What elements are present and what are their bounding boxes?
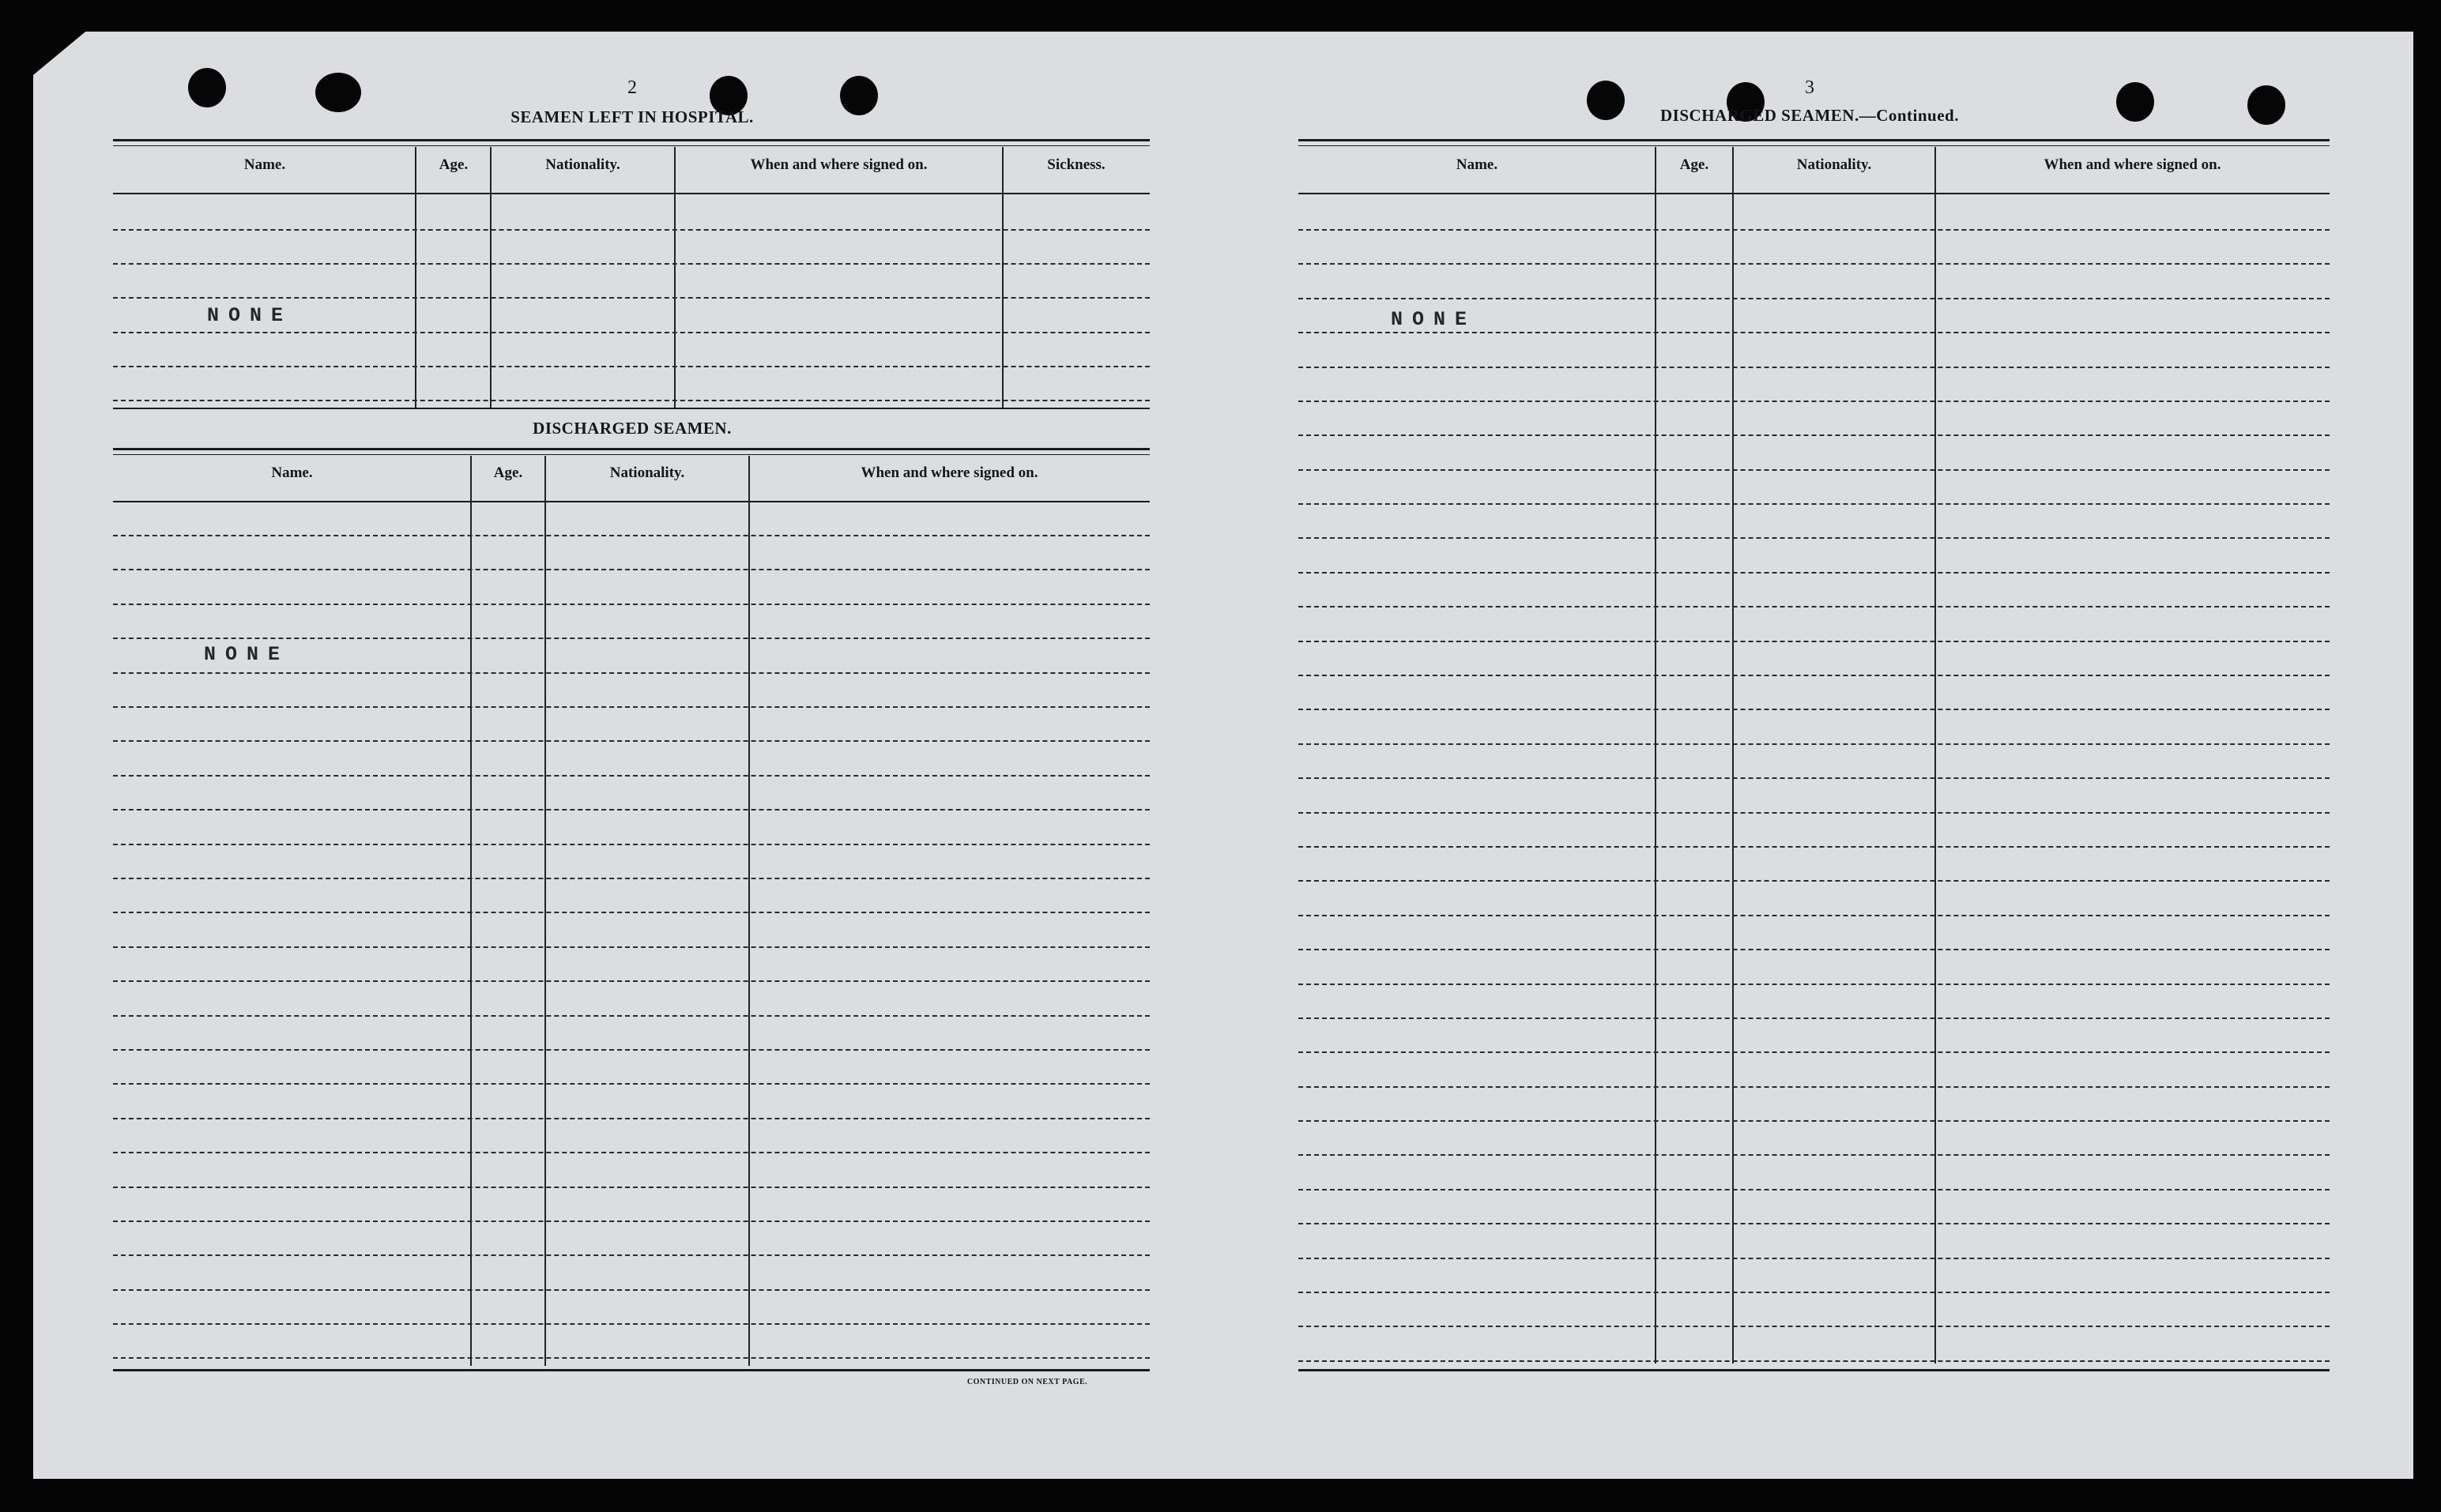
discharged-col-divider	[748, 456, 750, 1366]
ruled-line	[113, 1323, 1150, 1325]
punch-hole	[2247, 85, 2285, 125]
ruled-line	[113, 1187, 1150, 1188]
ruled-line	[113, 740, 1150, 742]
ruled-line	[1298, 675, 2330, 676]
hospital-col-divider	[1002, 147, 1004, 408]
ruled-line	[1298, 606, 2330, 607]
hospital-col-name: Name.	[243, 156, 286, 173]
right-col-nationality: Nationality.	[1796, 156, 1872, 173]
ruled-line	[113, 263, 1150, 265]
ruled-line	[113, 706, 1150, 708]
ruled-line	[113, 366, 1150, 367]
ruled-line	[1298, 743, 2330, 745]
ruled-line	[1298, 1223, 2330, 1224]
ruled-line	[113, 1015, 1150, 1017]
ruled-line	[113, 535, 1150, 536]
ruled-line	[1298, 298, 2330, 299]
ruled-line	[1298, 263, 2330, 265]
ruled-line	[113, 1118, 1150, 1119]
discharged-col-signed-on: When and where signed on.	[861, 465, 1038, 481]
section-title-discharged: DISCHARGED SEAMEN.	[533, 419, 732, 438]
ruled-line	[1298, 367, 2330, 368]
ruled-line	[1298, 880, 2330, 882]
discharged-col-divider	[544, 456, 546, 1366]
discharged-bottom-rule	[113, 1369, 1150, 1371]
hospital-none-stamp: NONE	[207, 304, 293, 327]
punch-hole	[1587, 81, 1625, 120]
punch-hole	[2116, 82, 2154, 122]
ruled-line	[1298, 1086, 2330, 1088]
right-top-rule	[1298, 139, 2330, 141]
punch-hole	[315, 73, 361, 112]
ruled-line	[113, 229, 1150, 231]
right-col-signed-on: When and where signed on.	[2044, 156, 2221, 173]
hospital-col-age: Age.	[439, 156, 469, 173]
right-none-stamp: NONE	[1391, 308, 1477, 331]
ruled-line	[1298, 1017, 2330, 1019]
discharged-top-rule	[113, 448, 1150, 450]
ruled-line	[113, 809, 1150, 811]
hospital-col-divider	[674, 147, 676, 408]
page-number: 3	[1805, 77, 1814, 98]
ruled-line	[113, 878, 1150, 879]
ruled-line	[113, 297, 1150, 299]
continued-footer: CONTINUED ON NEXT PAGE.	[966, 1378, 1088, 1386]
ruled-line	[1298, 469, 2330, 471]
ruled-line	[1298, 1292, 2330, 1293]
ruled-line	[113, 1221, 1150, 1222]
hospital-top-rule-thin	[113, 145, 1150, 146]
hospital-header-rule	[113, 193, 1150, 194]
ruled-line	[113, 672, 1150, 674]
ruled-line	[1298, 1154, 2330, 1156]
ruled-line	[113, 912, 1150, 913]
ruled-line	[113, 844, 1150, 845]
right-col-divider	[1934, 147, 1936, 1363]
discharged-col-nationality: Nationality.	[609, 465, 685, 481]
ruled-line	[1298, 537, 2330, 539]
discharged-header-rule	[113, 501, 1150, 502]
right-col-divider	[1732, 147, 1734, 1363]
ruled-line	[1298, 1360, 2330, 1362]
hospital-col-divider	[415, 147, 416, 408]
document-sheet	[33, 32, 2413, 1479]
ruled-line	[1298, 915, 2330, 916]
ruled-line	[1298, 572, 2330, 574]
ruled-line	[1298, 949, 2330, 950]
ruled-line	[1298, 709, 2330, 710]
hospital-col-sickness: Sickness.	[1047, 156, 1106, 173]
ruled-line	[1298, 1120, 2330, 1122]
ruled-line	[113, 775, 1150, 777]
hospital-bottom-rule	[113, 408, 1150, 409]
ruled-line	[1298, 401, 2330, 402]
section-title-hospital: SEAMEN LEFT IN HOSPITAL.	[510, 107, 754, 126]
ruled-line	[1298, 503, 2330, 505]
ruled-line	[113, 400, 1150, 401]
discharged-none-stamp: NONE	[204, 643, 290, 666]
ruled-line	[1298, 777, 2330, 779]
hospital-col-divider	[490, 147, 492, 408]
hospital-top-rule	[113, 139, 1150, 141]
ruled-line	[113, 1357, 1150, 1359]
ruled-line	[113, 1083, 1150, 1085]
page-number: 2	[627, 77, 637, 98]
right-top-rule-thin	[1298, 145, 2330, 146]
discharged-col-name: Name.	[271, 465, 313, 481]
ruled-line	[1298, 984, 2330, 985]
ruled-line	[1298, 641, 2330, 642]
ruled-line	[1298, 1189, 2330, 1190]
ruled-line	[113, 1254, 1150, 1256]
ruled-line	[113, 980, 1150, 982]
ruled-line	[1298, 434, 2330, 436]
right-col-name: Name.	[1456, 156, 1498, 173]
section-title-discharged-continued: DISCHARGED SEAMEN.—Continued.	[1660, 106, 1959, 125]
ruled-line	[113, 569, 1150, 570]
hospital-col-signed-on: When and where signed on.	[750, 156, 928, 173]
ruled-line	[1298, 229, 2330, 231]
ruled-line	[1298, 1051, 2330, 1053]
ruled-line	[113, 1049, 1150, 1051]
ruled-line	[113, 638, 1150, 639]
ruled-line	[113, 332, 1150, 333]
punch-hole	[188, 68, 226, 107]
ruled-line	[113, 946, 1150, 948]
discharged-top-rule-thin	[113, 454, 1150, 455]
right-header-rule	[1298, 193, 2330, 194]
ruled-line	[1298, 846, 2330, 848]
ruled-line	[113, 604, 1150, 605]
right-bottom-rule	[1298, 1369, 2330, 1371]
punch-hole	[840, 76, 878, 115]
discharged-col-age: Age.	[493, 465, 523, 481]
ruled-line	[1298, 1258, 2330, 1259]
right-col-age: Age.	[1679, 156, 1709, 173]
discharged-col-divider	[470, 456, 472, 1366]
ruled-line	[1298, 332, 2330, 333]
ruled-line	[1298, 1326, 2330, 1327]
right-col-divider	[1655, 147, 1656, 1363]
ruled-line	[113, 1289, 1150, 1291]
ruled-line	[113, 1152, 1150, 1153]
ruled-line	[1298, 812, 2330, 814]
hospital-col-nationality: Nationality.	[545, 156, 620, 173]
